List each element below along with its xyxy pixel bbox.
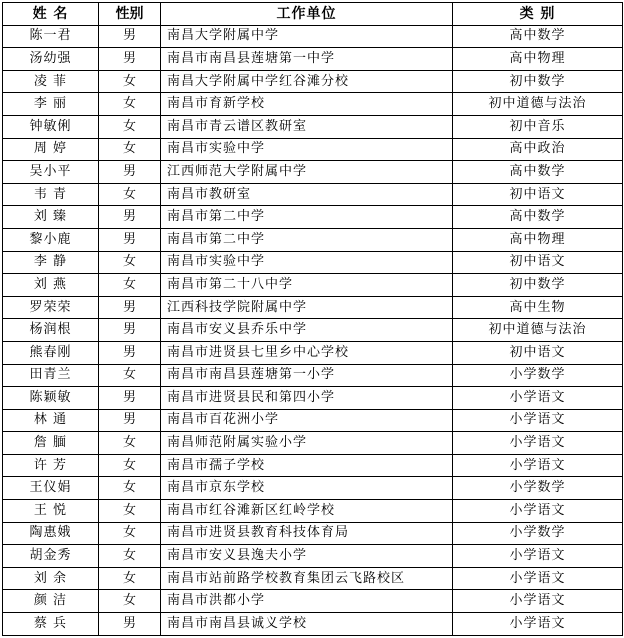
cell-name: 林 通 <box>3 409 99 432</box>
cell-gender: 女 <box>99 522 161 545</box>
cell-unit: 南昌市站前路学校教育集团云飞路校区 <box>161 567 453 590</box>
cell-unit: 南昌市育新学校 <box>161 93 453 116</box>
table-row <box>3 590 623 613</box>
cell-gender: 女 <box>99 567 161 590</box>
cell-gender: 男 <box>99 206 161 229</box>
table-row <box>3 228 623 251</box>
cell-category: 小学语文 <box>453 590 623 613</box>
cell-category: 小学语文 <box>453 387 623 410</box>
cell-gender: 女 <box>99 115 161 138</box>
cell-category: 高中生物 <box>453 296 623 319</box>
table-row <box>3 432 623 455</box>
header-row <box>3 3 623 26</box>
table-row <box>3 70 623 93</box>
table-row <box>3 48 623 71</box>
table-row <box>3 409 623 432</box>
table-row <box>3 25 623 48</box>
table-row <box>3 477 623 500</box>
cell-gender: 女 <box>99 183 161 206</box>
cell-gender: 女 <box>99 454 161 477</box>
cell-gender: 男 <box>99 48 161 71</box>
cell-unit: 南昌市第二中学 <box>161 206 453 229</box>
cell-category: 小学语文 <box>453 500 623 523</box>
cell-category: 小学语文 <box>453 409 623 432</box>
cell-unit: 江西科技学院附属中学 <box>161 296 453 319</box>
cell-name: 周 婷 <box>3 138 99 161</box>
cell-gender: 男 <box>99 296 161 319</box>
table-row <box>3 138 623 161</box>
cell-category: 初中语文 <box>453 341 623 364</box>
table-row <box>3 341 623 364</box>
cell-gender: 女 <box>99 251 161 274</box>
cell-gender: 男 <box>99 25 161 48</box>
cell-gender: 男 <box>99 161 161 184</box>
cell-category: 高中数学 <box>453 25 623 48</box>
cell-unit: 南昌大学附属中学红谷滩分校 <box>161 70 453 93</box>
cell-category: 初中数学 <box>453 70 623 93</box>
cell-name: 刘 余 <box>3 567 99 590</box>
cell-name: 王仪娟 <box>3 477 99 500</box>
cell-gender: 女 <box>99 545 161 568</box>
cell-gender: 女 <box>99 138 161 161</box>
cell-unit: 南昌市进贤县民和第四小学 <box>161 387 453 410</box>
cell-unit: 南昌市青云谱区教研室 <box>161 115 453 138</box>
table-row <box>3 500 623 523</box>
cell-gender: 女 <box>99 500 161 523</box>
cell-unit: 南昌市实验中学 <box>161 251 453 274</box>
cell-name: 李 丽 <box>3 93 99 116</box>
cell-category: 小学语文 <box>453 567 623 590</box>
cell-gender: 男 <box>99 319 161 342</box>
table-row <box>3 251 623 274</box>
header-gender: 性别 <box>99 3 161 26</box>
cell-category: 小学数学 <box>453 522 623 545</box>
cell-unit: 南昌市南昌县诚义学校 <box>161 613 453 636</box>
table-row <box>3 161 623 184</box>
cell-category: 高中政治 <box>453 138 623 161</box>
cell-name: 杨润根 <box>3 319 99 342</box>
cell-unit: 南昌师范附属实验小学 <box>161 432 453 455</box>
table-row <box>3 274 623 297</box>
cell-category: 小学数学 <box>453 364 623 387</box>
cell-name: 汤幼强 <box>3 48 99 71</box>
cell-category: 高中物理 <box>453 228 623 251</box>
cell-name: 熊春刚 <box>3 341 99 364</box>
table-row <box>3 93 623 116</box>
header-name: 姓 名 <box>3 3 99 26</box>
cell-name: 田青兰 <box>3 364 99 387</box>
cell-category: 小学数学 <box>453 477 623 500</box>
cell-gender: 男 <box>99 613 161 636</box>
cell-name: 罗荣荣 <box>3 296 99 319</box>
cell-unit: 南昌市京东学校 <box>161 477 453 500</box>
cell-name: 钟敏俐 <box>3 115 99 138</box>
table-row <box>3 296 623 319</box>
cell-unit: 南昌市进贤县七里乡中心学校 <box>161 341 453 364</box>
cell-category: 高中数学 <box>453 161 623 184</box>
cell-gender: 男 <box>99 341 161 364</box>
cell-unit: 南昌市教研室 <box>161 183 453 206</box>
cell-name: 凌 菲 <box>3 70 99 93</box>
cell-category: 小学语文 <box>453 613 623 636</box>
cell-name: 李 静 <box>3 251 99 274</box>
cell-gender: 男 <box>99 409 161 432</box>
cell-unit: 南昌市进贤县教育科技体育局 <box>161 522 453 545</box>
cell-unit: 南昌市第二十八中学 <box>161 274 453 297</box>
table-row <box>3 545 623 568</box>
cell-unit: 南昌市南昌县莲塘第一小学 <box>161 364 453 387</box>
cell-category: 初中道德与法治 <box>453 93 623 116</box>
cell-unit: 南昌市百花洲小学 <box>161 409 453 432</box>
table-row <box>3 387 623 410</box>
cell-name: 韦 青 <box>3 183 99 206</box>
cell-unit: 南昌市红谷滩新区红岭学校 <box>161 500 453 523</box>
cell-unit: 南昌市实验中学 <box>161 138 453 161</box>
cell-unit: 江西师范大学附属中学 <box>161 161 453 184</box>
cell-gender: 女 <box>99 364 161 387</box>
header-unit: 工作单位 <box>161 3 453 26</box>
cell-name: 刘 燕 <box>3 274 99 297</box>
cell-gender: 女 <box>99 93 161 116</box>
table-row <box>3 522 623 545</box>
cell-category: 高中数学 <box>453 206 623 229</box>
cell-gender: 女 <box>99 432 161 455</box>
cell-category: 高中物理 <box>453 48 623 71</box>
table-row <box>3 454 623 477</box>
cell-name: 陶惠娥 <box>3 522 99 545</box>
cell-gender: 女 <box>99 274 161 297</box>
cell-name: 詹 腼 <box>3 432 99 455</box>
cell-name: 颜 洁 <box>3 590 99 613</box>
cell-unit: 南昌大学附属中学 <box>161 25 453 48</box>
cell-gender: 女 <box>99 477 161 500</box>
cell-category: 小学语文 <box>453 545 623 568</box>
cell-name: 王 悦 <box>3 500 99 523</box>
cell-category: 初中数学 <box>453 274 623 297</box>
teacher-table <box>2 2 623 636</box>
cell-unit: 南昌市南昌县莲塘第一中学 <box>161 48 453 71</box>
cell-category: 初中音乐 <box>453 115 623 138</box>
cell-name: 胡金秀 <box>3 545 99 568</box>
cell-name: 蔡 兵 <box>3 613 99 636</box>
table-body <box>3 25 623 635</box>
cell-category: 小学语文 <box>453 432 623 455</box>
cell-unit: 南昌市安义县逸夫小学 <box>161 545 453 568</box>
cell-category: 小学语文 <box>453 454 623 477</box>
cell-gender: 男 <box>99 387 161 410</box>
cell-name: 陈一君 <box>3 25 99 48</box>
cell-name: 许 芳 <box>3 454 99 477</box>
table-row <box>3 613 623 636</box>
cell-category: 初中语文 <box>453 251 623 274</box>
cell-gender: 女 <box>99 70 161 93</box>
table-row <box>3 115 623 138</box>
cell-name: 陈颖敏 <box>3 387 99 410</box>
cell-unit: 南昌市第二中学 <box>161 228 453 251</box>
table-row <box>3 183 623 206</box>
cell-name: 黎小鹿 <box>3 228 99 251</box>
table-row <box>3 206 623 229</box>
cell-category: 初中道德与法治 <box>453 319 623 342</box>
table-row <box>3 364 623 387</box>
cell-unit: 南昌市安义县乔乐中学 <box>161 319 453 342</box>
cell-name: 吴小平 <box>3 161 99 184</box>
cell-gender: 男 <box>99 228 161 251</box>
cell-unit: 南昌市孺子学校 <box>161 454 453 477</box>
cell-gender: 女 <box>99 590 161 613</box>
table-row <box>3 319 623 342</box>
table-row <box>3 567 623 590</box>
header-category: 类 别 <box>453 3 623 26</box>
cell-unit: 南昌市洪都小学 <box>161 590 453 613</box>
cell-category: 初中语文 <box>453 183 623 206</box>
cell-name: 刘 臻 <box>3 206 99 229</box>
